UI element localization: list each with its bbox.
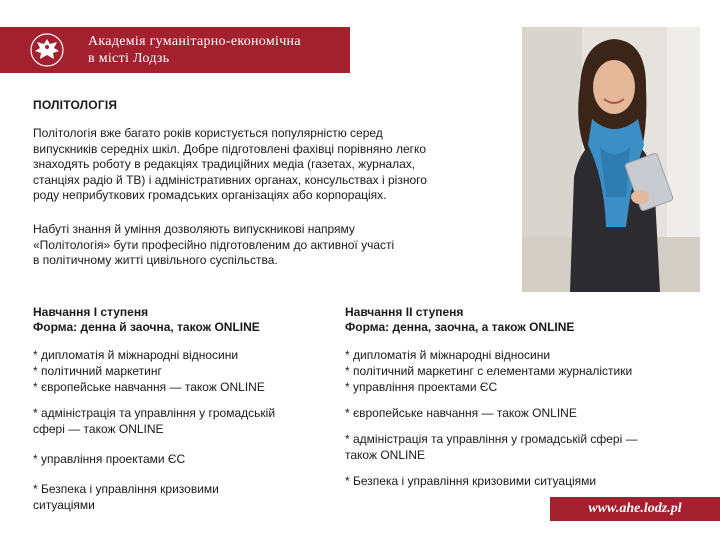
list-item: * політичний маркетинг с елементами журналістики: [345, 364, 633, 378]
intro-line: Політологія вже багато років користується популярністю серед: [33, 126, 383, 140]
list-item: також ONLINE: [345, 448, 425, 462]
intro-line: випускників середніх шкіл. Добре підготовлені фахівці порівняно легко: [33, 141, 427, 156]
brand-line-2: в місті Лодзь: [88, 51, 170, 66]
second-degree-security: [345, 473, 690, 489]
intro-line: роду неприбуткових громадських організаціях або корпораціях.: [33, 188, 387, 202]
list-item: * управління проектами ЄС: [33, 452, 186, 466]
skills-line: в політичному житті цивільного суспільства.: [33, 253, 278, 267]
second-degree-form: Форма: денна, заочна, а також ONLINE: [345, 320, 575, 334]
first-degree-security: [33, 481, 333, 513]
intro-line: станціях радіо й ТВ) і адміністративних органах, консульствах і різного: [33, 172, 427, 187]
first-degree-specialties: [33, 347, 333, 395]
list-item: * адміністрація та управління у громадській сфері —: [345, 432, 638, 446]
list-item: * політичний маркетинг: [33, 364, 162, 378]
second-degree-specialties: [345, 347, 690, 395]
list-item: сфері — також ONLINE: [33, 422, 164, 436]
list-item: * дипломатія й міжнародні відносини: [345, 348, 551, 362]
intro-paragraph: [33, 126, 503, 204]
second-degree-title: Навчання ІІ ступеня: [345, 305, 464, 319]
header-banner: [0, 27, 350, 73]
list-item: * Безпека і управління кризовими: [33, 482, 219, 496]
student-photo: [522, 27, 700, 292]
brand-name: [88, 33, 301, 67]
second-degree-heading: [345, 305, 690, 335]
list-item: * дипломатія й міжнародні відносини: [33, 348, 239, 362]
list-item: * адміністрація та управління у громадській: [33, 406, 276, 420]
website-link[interactable]: www.ahe.lodz.pl: [550, 497, 720, 521]
first-degree-eu-projects: [33, 451, 333, 467]
list-item: * управління проектами ЄС: [345, 380, 498, 394]
first-degree-title: Навчання І ступеня: [33, 305, 149, 319]
first-degree-form: Форма: денна й заочна, також ONLINE: [33, 320, 260, 334]
first-degree-administration: [33, 405, 333, 437]
skills-paragraph: [33, 222, 503, 269]
skills-line: «Політологія» бути професійно підготовленим до активної участі: [33, 237, 395, 252]
list-item: * Безпека і управління кризовими ситуаціями: [345, 474, 597, 488]
brand-line-1: Академія гуманітарно-економічна: [88, 34, 301, 49]
first-degree-heading: [33, 305, 333, 335]
second-degree-column: [345, 305, 690, 489]
second-degree-administration: [345, 431, 690, 463]
skills-line: Набуті знання й уміння дозволяють випускникові напряму: [33, 222, 355, 236]
second-degree-eu-studies: [345, 405, 690, 421]
first-degree-column: [33, 305, 333, 513]
eagle-crest-logo: [28, 32, 66, 68]
intro-line: знаходять роботу в редакціях традиційних медіа (газетах, журналах,: [33, 157, 416, 171]
page-title: ПОЛІТОЛОГІЯ: [33, 98, 118, 112]
list-item: * європейське навчання — також ONLINE: [33, 380, 265, 394]
list-item: ситуаціями: [33, 498, 95, 512]
list-item: * європейське навчання — також ONLINE: [345, 406, 577, 420]
